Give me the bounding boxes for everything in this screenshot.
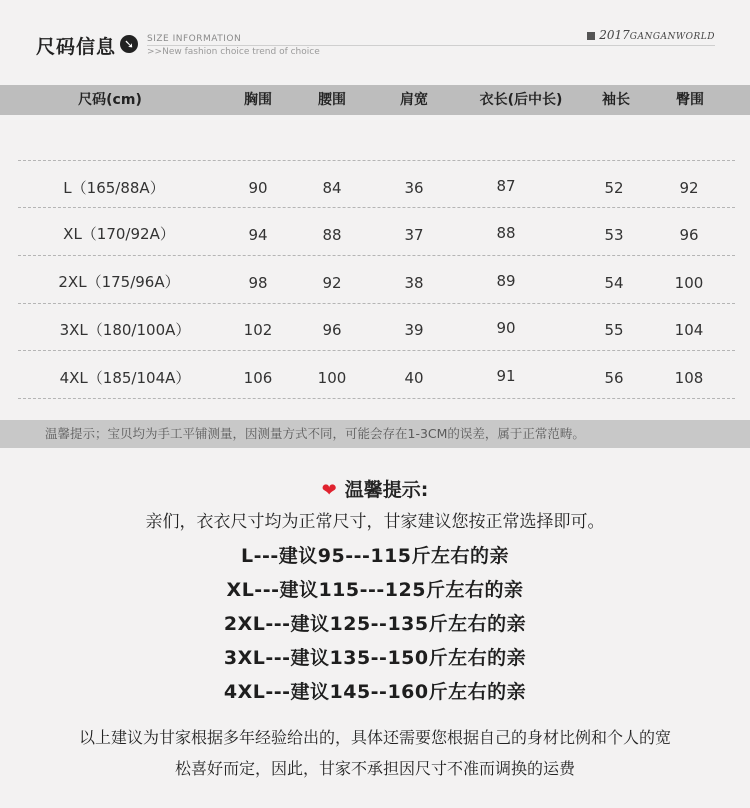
outro-line: 松喜好而定，因此，甘家不承担因尺寸不准而调换的运费 xyxy=(174,759,575,778)
table-cell: 102 xyxy=(243,321,273,339)
table-cell: 40 xyxy=(404,369,424,387)
header-waist: 腰围 xyxy=(318,92,346,108)
table-cell: 92 xyxy=(322,274,342,292)
measurement-note-bar xyxy=(0,420,750,448)
row-divider xyxy=(18,255,735,256)
row-divider xyxy=(18,398,735,399)
header-divider xyxy=(147,45,715,46)
table-cell: 53 xyxy=(604,226,624,244)
table-cell: 92 xyxy=(679,179,699,197)
table-cell: 108 xyxy=(674,369,704,387)
tips-title: 温馨提示: xyxy=(344,479,429,501)
row-divider xyxy=(18,207,735,208)
heart-icon: ❤ xyxy=(321,480,337,501)
subtitle-en: SIZE INFORMATION xyxy=(147,34,242,44)
tips-intro: 亲们，衣衣尺寸均为正常尺寸，甘家建议您按正常选择即可。 xyxy=(145,512,605,532)
brand-mark xyxy=(587,28,715,42)
table-cell: 90 xyxy=(248,179,268,197)
page-title: 尺码信息 xyxy=(36,36,117,58)
row-divider xyxy=(18,350,735,351)
size-recommendation: 4XL---建议145--160斤左右的亲 xyxy=(223,681,527,703)
table-cell: 55 xyxy=(604,321,624,339)
table-cell: 100 xyxy=(317,369,347,387)
brand-year: 2017 xyxy=(599,28,630,42)
table-cell: 91 xyxy=(496,367,516,385)
tips-section xyxy=(0,475,750,709)
table-cell: 39 xyxy=(404,321,424,339)
table-cell: 3XL（180/100A） xyxy=(59,321,191,339)
header-size: 尺码(cm) xyxy=(78,92,142,108)
table-cell: 37 xyxy=(404,226,424,244)
table-cell: 38 xyxy=(404,274,424,292)
table-cell: 36 xyxy=(404,179,424,197)
row-divider xyxy=(18,303,735,304)
table-cell: 56 xyxy=(604,369,624,387)
size-recommendation: XL---建议115---125斤左右的亲 xyxy=(226,579,524,601)
table-cell: XL（170/92A） xyxy=(63,225,175,243)
brand-square-icon xyxy=(587,32,595,40)
measurement-note: 温馨提示；宝贝均为手工平铺测量，因测量方式不同，可能会存在1-3CM的误差，属于正常范畴。 xyxy=(45,426,585,441)
table-cell: 100 xyxy=(674,274,704,292)
outro-line: 以上建议为甘家根据多年经验给出的，具体还需要您根据自己的身材比例和个人的宽 xyxy=(78,728,671,747)
header-shoulder: 肩宽 xyxy=(400,92,428,108)
header-sleeve: 袖长 xyxy=(602,92,630,108)
table-cell: 4XL（185/104A） xyxy=(59,369,191,387)
page-header xyxy=(0,0,750,70)
header-chest: 胸围 xyxy=(244,92,272,108)
table-cell: 84 xyxy=(322,179,342,197)
table-cell: 96 xyxy=(322,321,342,339)
size-recommendation: 3XL---建议135--150斤左右的亲 xyxy=(223,647,527,669)
size-recommendation: L---建议95---115斤左右的亲 xyxy=(240,545,510,567)
table-cell: 98 xyxy=(248,274,268,292)
row-divider xyxy=(18,160,735,161)
table-cell: L（165/88A） xyxy=(63,179,165,197)
table-cell: 90 xyxy=(496,319,516,337)
tips-outro xyxy=(30,722,720,784)
size-table-header xyxy=(0,85,750,115)
table-cell: 96 xyxy=(679,226,699,244)
subtitle-en-secondary: >>New fashion choice trend of choice xyxy=(147,47,320,57)
table-cell: 88 xyxy=(496,224,516,242)
table-cell: 2XL（175/96A） xyxy=(58,273,180,291)
arrow-circle-icon: ➘ xyxy=(120,35,138,53)
size-recommendation: 2XL---建议125--135斤左右的亲 xyxy=(223,613,527,635)
header-length: 衣长(后中长) xyxy=(479,92,563,108)
brand-name: GANGANWORLD xyxy=(629,32,715,42)
table-cell: 104 xyxy=(674,321,704,339)
table-cell: 52 xyxy=(604,179,624,197)
tips-heading xyxy=(0,475,750,505)
table-cell: 94 xyxy=(248,226,268,244)
table-cell: 87 xyxy=(496,177,516,195)
table-cell: 54 xyxy=(604,274,624,292)
table-cell: 89 xyxy=(496,272,516,290)
table-cell: 106 xyxy=(243,369,273,387)
table-cell: 88 xyxy=(322,226,342,244)
header-hip: 臀围 xyxy=(676,92,704,108)
